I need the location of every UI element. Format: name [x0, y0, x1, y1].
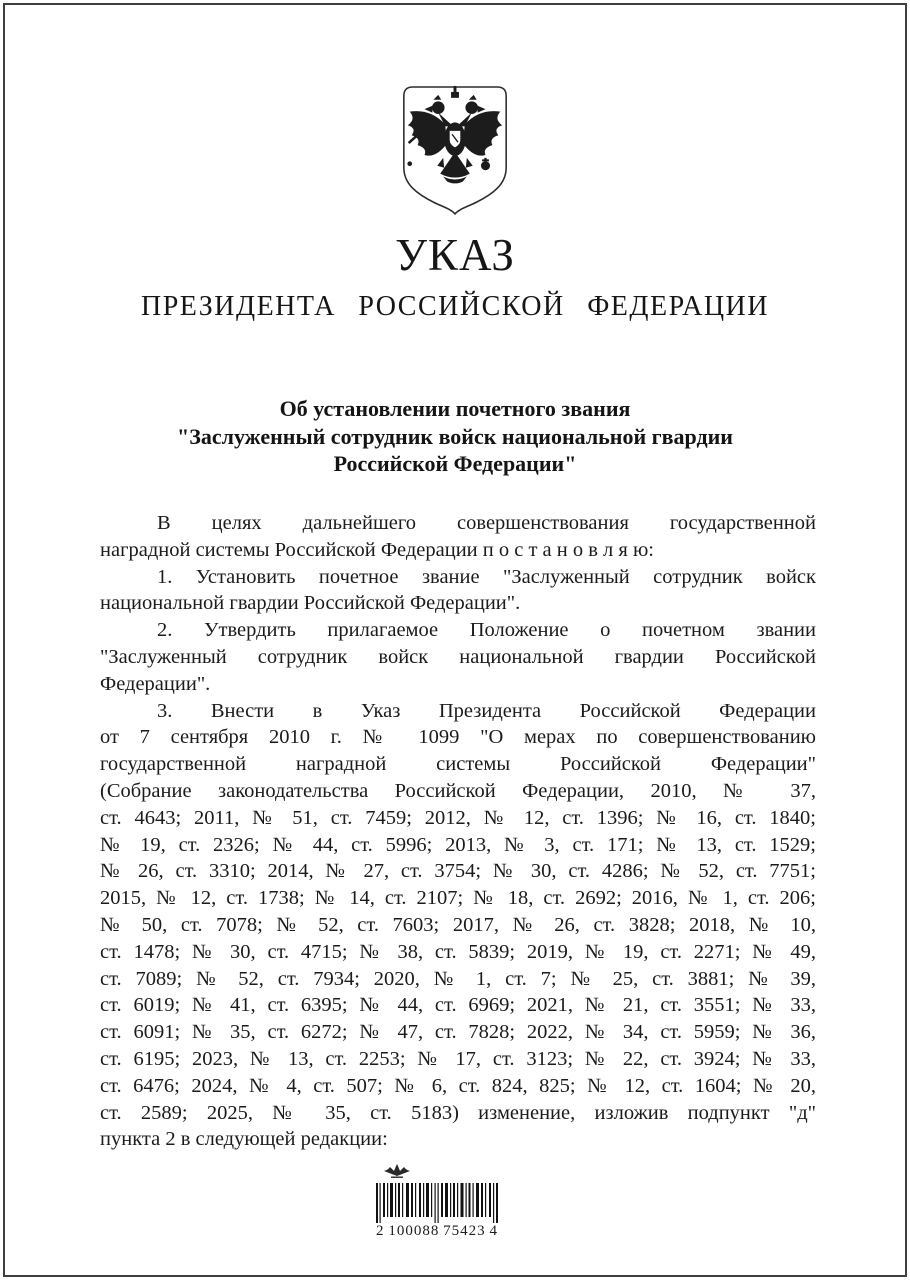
mini-eagle-stamp-icon: [376, 1163, 498, 1183]
document-issuer-line: ПРЕЗИДЕНТА РОССИЙСКОЙ ФЕДЕРАЦИИ: [140, 291, 769, 322]
document-page: [3, 3, 907, 1277]
paragraph-item-2: 2. Утвердить прилагаемое Положение о почетном звании "Заслуженный сотрудник войск национальной гвардии Российской Федерации".: [100, 619, 816, 695]
decree-subject-title: Об установлении почетного звания "Заслуженный сотрудник войск национальной гвардии Российской Федерации": [177, 396, 733, 476]
decree-body-text: [100, 510, 816, 1153]
paragraph-item-1: 1. Установить почетное звание "Заслуженный сотрудник войск национальной гвардии Российской Федерации".: [100, 565, 816, 615]
barcode-digit-group: 75423: [443, 1223, 486, 1239]
barcode-bars: [376, 1183, 498, 1223]
barcode-digit-group: 4: [489, 1223, 498, 1239]
russia-coat-of-arms-icon: [394, 83, 516, 215]
paragraph-preamble: В целях дальнейшего совершенствования государственной наградной системы Российской Федерации п о с т а н о в л я ю:: [100, 512, 816, 561]
document-type-title: УКАЗ: [395, 230, 515, 280]
paragraph-item-3: 3. Внести в Указ Президента Российской Федерации от 7 сентября 2010 г. № 1099 "О мерах по совершенствованию государственной наградной системы Российской Федерации" (Собрание законодательства Российской Федерации, 2010, № 37, ст. 4643; 2011, № 51, ст. 7459; 2012, № 12, ст. 1396; № 16, ст. 1840; № 19, ст. 2326; № 44, ст. 5996; 2013, № 3, ст. 171; № 13, ст. 1529; № 26, ст. 3310; 2014, № 27, ст. 3754; № 30, ст. 4286; № 52, ст. 7751; 2015, № 12, ст. 1738; № 14, ст. 2107; № 18, ст. 2692; 2016, № 1, ст. 206; № 50, ст. 7078; № 52, ст. 7603; 2017, № 26, ст. 3828; 2018, № 10, ст. 1478; № 30, ст. 4715; № 38, ст. 5839; 2019, № 19, ст. 2271; № 49, ст. 7089; № 52, ст. 7934; 2020, № 1, ст. 7; № 25, ст. 3881; № 39, ст. 6019; № 41, ст. 6395; № 44, ст. 6969; 2021, № 21, ст. 3551; № 33, ст. 6091; № 35, ст. 6272; № 47, ст. 7828; 2022, № 34, ст. 5959; № 36, ст. 6195; 2023, № 13, ст. 2253; № 17, ст. 3123; № 22, ст. 3924; № 33, ст. 6476; 2024, № 4, ст. 507; № 6, ст. 824, 825; № 12, ст. 1604; № 20, ст. 2589; 2025, № 35, ст. 5183) изменение, изложив подпункт "д" пункта 2 в следующей редакции:: [100, 699, 816, 1151]
barcode-digit-group: 2: [376, 1223, 385, 1239]
barcode: [376, 1163, 498, 1240]
barcode-digit-group: 100088: [388, 1223, 440, 1239]
barcode-number: [376, 1223, 498, 1240]
